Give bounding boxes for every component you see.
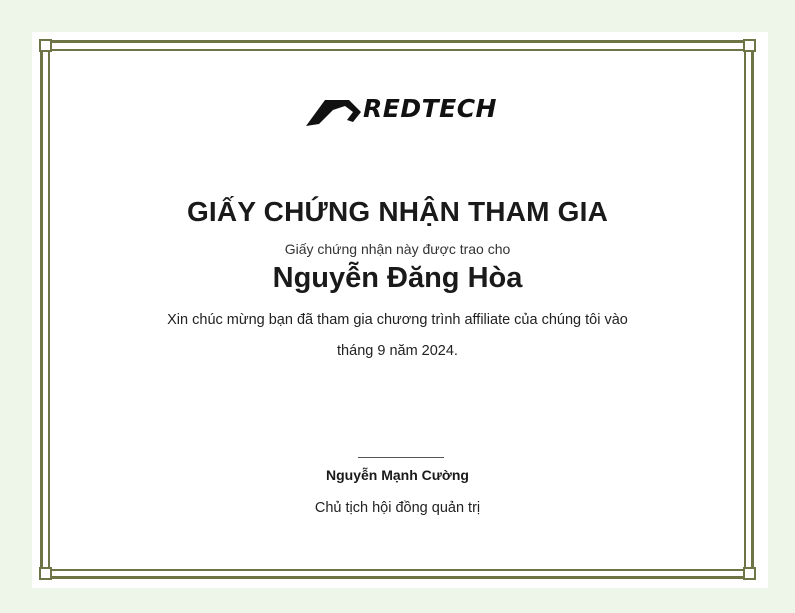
arrow-emblem-icon <box>305 96 367 128</box>
message-line-2: tháng 9 năm 2024. <box>337 343 458 359</box>
certificate-subtitle: Giấy chứng nhận này được trao cho <box>284 241 511 257</box>
logo <box>305 96 505 128</box>
signature-line <box>358 457 444 458</box>
recipient-name: Nguyễn Đăng Hòa <box>272 262 523 294</box>
signer-role: Chủ tịch hội đồng quản trị <box>314 500 481 516</box>
frame-corner-top-left <box>39 39 52 52</box>
certificate-title: GIẤY CHỨNG NHẬN THAM GIA <box>186 196 609 227</box>
logo-text: REDTECH <box>363 94 497 123</box>
frame-corner-top-right <box>743 39 756 52</box>
signer-name: Nguyễn Mạnh Cường <box>326 467 469 483</box>
frame-corner-bottom-right <box>743 567 756 580</box>
frame-corner-bottom-left <box>39 567 52 580</box>
message-line-1: Xin chúc mừng bạn đã tham gia chương trình affiliate của chúng tôi vào <box>167 312 628 328</box>
